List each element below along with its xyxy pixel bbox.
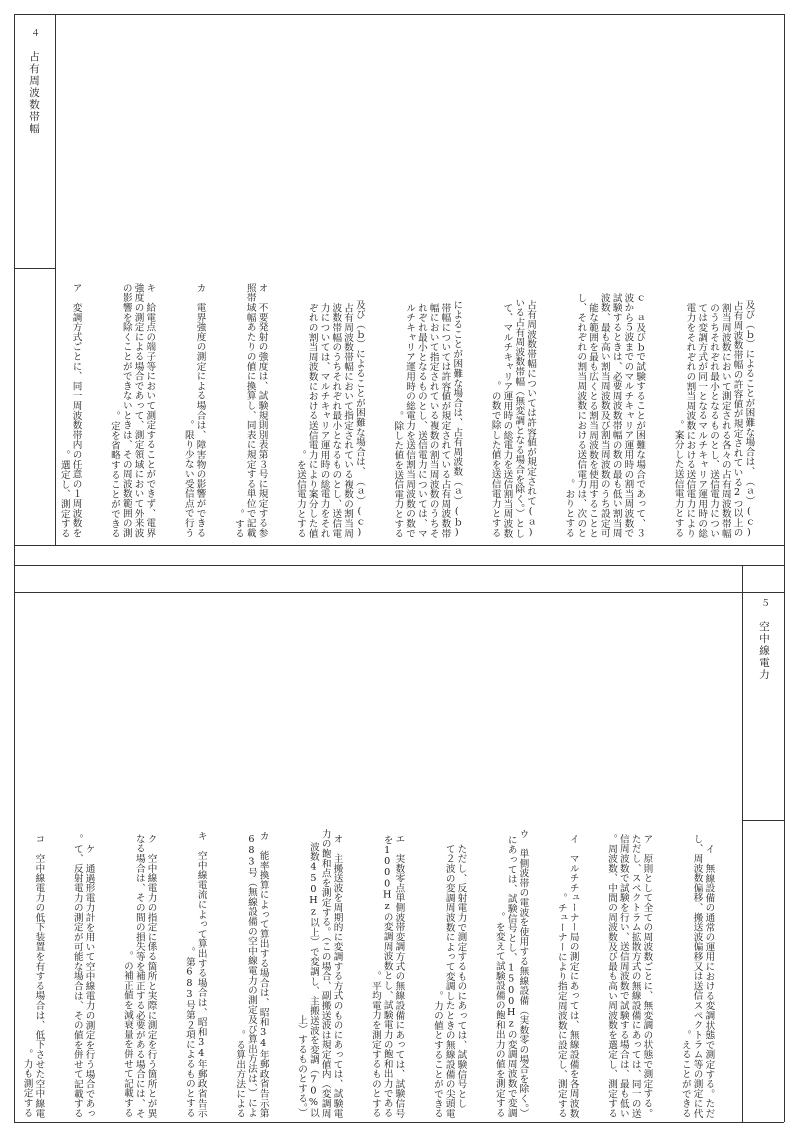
section5-heading-divider (742, 565, 743, 1122)
table-rule-right (784, 14, 785, 1122)
section4-para-c2: (ｃ)（ａ）及び（ｂ）によることが困難な場合は、占有周波数帯幅において指定されている複数の割当周波数帯幅のうちそれぞれ最小となるものとし、送信電力については、マルチキャリア運用時の総電力をそれぞれの割当周波数における送信電力により案分した値を送信電力とする。 (294, 299, 365, 538)
section4-para-a-last: ア 変調方式ごとに、同一周波数帯内の任意の１周波数を選定し、測定する。 (58, 283, 82, 538)
section5-para-a: ア 原則として全ての周波数ごとに、無変調の状態で測定する。ただし、スペクトラム拡散方式の無線設備にあっては、同一の送信周波数で試験を行い、送信周波数で試験する場合は、最も低い周波数、中間の周波数及び最も高い周波数を選定し、測定する。 (606, 833, 653, 1118)
section4-para-a: (ａ)占有周波数帯幅については許容値が規定されている占有周波数帯幅（無変調となる場合を除く。）として、マルチキャリア運用時の総電力を送信割当周波数の数で除した値を送信電力とする。 (489, 297, 537, 538)
section5-para-o: オ 主搬送波を周期的に変調する方式のものにあっては、試験電力の飽和点を測定する。（この場合、副搬送波は規定値内（変調周波数450Hz以上）で変調し、主搬送波を変調（70%以上）するものとする。） (296, 828, 343, 1118)
table-rule-top (14, 14, 784, 15)
section5-title: 空中線電力 (758, 620, 770, 681)
section5-para-ka: カ 能率換算によって算出する場合は、昭和34年郵政省告示第683号（無線設備の空中線電力の測定及び算出方法は、）による算出方法による。 (234, 831, 269, 1118)
section4-heading (27, 28, 42, 248)
section5-body (20, 828, 738, 1118)
section5-para-ki: キ 空中線電流によって算出する場合は、昭和34年郵政省告示第683号第２項によるものとする。 (183, 831, 207, 1118)
table-rule-section5-split (14, 592, 784, 593)
table-rule-section4-bottom (14, 545, 784, 546)
section5-para-ke: ケ 通過形電力計を用いて空中線電力の測定を行う場合であって、反射電力の測定が可能な場合は、その値を併せて記載する。 (71, 833, 95, 1118)
section4-para-ki: キ 給電点の端子等において測定することができず、電界強度の測定による場合であって、測定領域において外来波の影響を除くことができないときは、その周波数範囲の測定を省略することができる。 (108, 283, 156, 538)
section4-para-b: (ｂ)（ａ）によることが困難な場合は、占有周波数帯幅については許容値が規定されている占有周波数帯幅において指定されている複数の割当周波数のうちそれぞれ最小となるものとし、送信電力については、マルチキャリア運用時の総電力を送信割当周波数の数で除した値を送信電力とする。 (392, 299, 463, 538)
section5-para-ko: コ 空中線電力の低下装置を有する場合は、低下させた空中線電力も測定する。 (21, 833, 45, 1118)
section5-para-u: ウ 単側波帯の電波を使用する無線設備（実数零の場合を除く。）にあっては、試験信号とし、1500Hzの変調周波数で変調を変えて試験設備の飽和出力の値を測定する。 (493, 828, 529, 1118)
section5-number: ５ (759, 598, 769, 609)
table-rule-bottom (14, 1122, 784, 1123)
table-rule-section5-top (14, 565, 784, 566)
section4-para-ka: カ 電界強度の測定による場合は、障害物の影響ができる限り少ない受信点で行う。 (182, 283, 206, 538)
section5-para-i: イ 無線設備の通常の運用における変調状態で測定する。ただし、周波数偏移、搬送波偏移又は送信スペクトラム等の測定に代えることができる。 (679, 833, 715, 1118)
section5-para-e: エ 実数零点単側波帯変調方式の無線設備にあっては、試験信号を1000Hzの変調周波数とし、試験電力の飽和出力である平均電力を測定するものとする。 (369, 833, 405, 1118)
section4-para-c-c: (ｃ)（ａ）及び（ｂ）によることが困難な場合は、占有周波数帯幅の許容値が規定されている2つ以上の割当周波数において測定される各々の占有周波数帯幅のうちそれぞれ最小となるものとし、送信電力については変調方式が同一となるマルチキャリア運用時の総電力をそれぞれの割当周波数における送信電力により案分した送信電力とする。 (672, 299, 755, 538)
section4-title: 占有周波数帯幅 (28, 50, 40, 135)
section4-number: ４ (29, 28, 39, 39)
section4-para-c: ｃ ａ及びｂで試験することが困難な場合であって、３波から５波までのマルチキャリア運用時の割当周波数で試験するときは、必要周波数帯幅の数の最も低い割当周波数、最も高い割当周波数及び割当周波数のうち設定可能な範囲を最も広くとる割当周波数を使用することとし、それぞれの割当周波数における送信電力は、次のとおりとする。 (563, 293, 646, 538)
section5-heading (757, 598, 772, 808)
section5-para-ku: ク 空中線電力の指定に係る箇所と実際に測定を行う箇所とが異なる場合は、その間の損失等を補正する必要がある場合には、その補正値を減衰量を併せて記載する。 (121, 833, 157, 1118)
section4-para-o: オ 不要発射の強度は、試験規則別表第３号に規定する参照帯域幅あたりの値に換算し、同表に規定する単位で記載する。 (232, 283, 268, 538)
section4-heading-divider (55, 14, 56, 545)
section4-body (58, 276, 778, 538)
section5-para-i2: イ マルチチューナー局の測定にあっては、無線設備を各周波数チューナーにより指定周波数に設定し、測定する。 (555, 833, 579, 1118)
section5-para-u-note: ただし、反射電力で測定するものにあっては、試験信号として２波の変調周波数によって変調したときの無線設備の尖頭電力の値とすることができる。 (431, 843, 467, 1118)
section5-row-divider (742, 820, 784, 821)
section4-row-divider (14, 268, 55, 269)
